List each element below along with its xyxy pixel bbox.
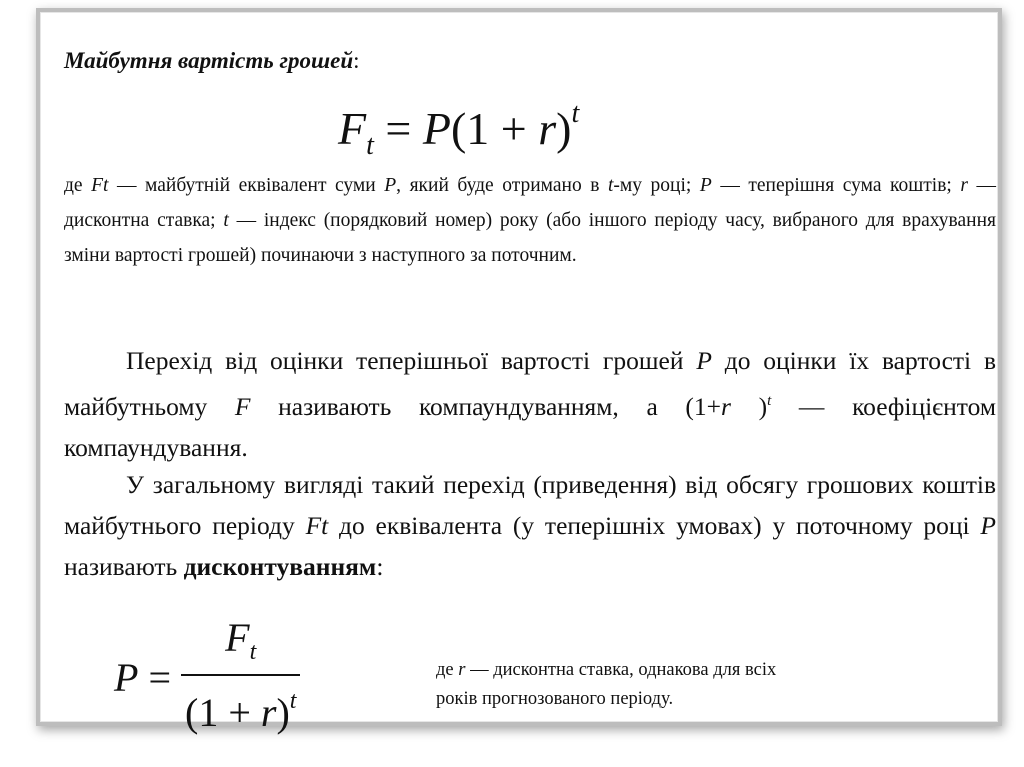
pv-num-sub-t: t <box>249 639 257 665</box>
p2-text-3: називають <box>64 552 184 581</box>
p2-var-P: P <box>980 511 996 540</box>
p1-text-2: до оцінки їх вартості в майбутньому <box>64 346 997 421</box>
pv-den-r: r <box>260 690 277 735</box>
p1-exp-t: t <box>767 393 772 409</box>
def-var-Ft: Ft <box>91 175 109 196</box>
pv-eq: = <box>148 654 171 700</box>
slide <box>36 8 1002 735</box>
def-text-2: — майбутній еквівалент суми <box>108 175 385 196</box>
definitions-paragraph <box>64 168 996 273</box>
compounding-paragraph <box>64 340 996 468</box>
p1-var-P: P <box>696 346 712 375</box>
formula-r: r <box>538 103 557 154</box>
p2-text-1: У загальному вигляді такий перехід (приведення) від обсягу грошових коштів майбутнього періоду <box>64 470 996 540</box>
p1-text-1: Перехід від оцінки теперішньої вартості грошей <box>126 346 697 375</box>
def-var-r: r <box>960 175 968 196</box>
def-text-4: -му році; <box>613 175 700 196</box>
pv-den-close: ) <box>276 690 290 735</box>
formula-open: (1 + <box>450 103 539 154</box>
note-text-2: — дисконтна ставка, однакова для всіх <box>465 660 777 680</box>
present-value-formula <box>114 616 300 738</box>
def-var-t1: t <box>608 175 614 196</box>
def-text-3: , який буде отримано в <box>396 175 608 196</box>
pv-num-F: F <box>225 615 250 660</box>
formula-eq: = <box>373 103 423 154</box>
pv-den-exp-t: t <box>289 688 297 714</box>
title-colon: : <box>353 48 360 73</box>
discount-rate-note <box>436 656 776 714</box>
formula-F: F <box>338 103 367 154</box>
p1-text-4: ) <box>730 392 768 421</box>
def-var-P1: P <box>384 175 397 196</box>
def-text-5: — теперішня сума коштів; <box>711 175 961 196</box>
formula-exp-t: t <box>571 98 580 129</box>
def-text-6: — дисконтна ставка; <box>64 175 997 231</box>
pv-denominator <box>181 676 300 738</box>
note-var-r: r <box>458 660 466 680</box>
future-value-formula <box>338 98 579 162</box>
formula-sub-t: t <box>366 130 374 161</box>
note-text-1: де <box>436 660 459 680</box>
note-line-2: років прогнозованого періоду. <box>436 689 674 709</box>
pv-fraction <box>181 616 300 738</box>
note-line-1 <box>436 656 776 685</box>
def-text-7: — індекс (порядковий номер) року (або іншого періоду часу, вибраного для врахування зміни вартості грошей) починаючи з наступного за поточним. <box>64 210 996 266</box>
slide-title <box>64 48 360 74</box>
p2-text-4: : <box>376 552 384 581</box>
def-var-t2: t <box>223 210 229 231</box>
formula-P: P <box>422 103 451 154</box>
discounting-paragraph <box>64 464 996 587</box>
def-text-1: де <box>64 175 92 196</box>
pv-lhs-P: P <box>114 654 139 700</box>
def-var-P2: P <box>699 175 712 196</box>
pv-numerator <box>205 616 276 674</box>
p1-text-3: називають компаундуванням, а (1+ <box>250 392 722 421</box>
title-text: Майбутня вартість грошей <box>64 48 354 73</box>
p2-term-discounting: дисконтуванням <box>183 552 377 581</box>
p2-text-2: до еквівалента (у теперішніх умовах) у поточному році <box>328 511 981 540</box>
p1-var-r: r <box>721 392 731 421</box>
p1-var-F: F <box>234 392 251 421</box>
p2-var-Ft: Ft <box>305 511 329 540</box>
formula-close: ) <box>556 103 572 154</box>
pv-den-open: (1 + <box>185 690 261 735</box>
p1-text-5: — коефіцієнтом компаундування. <box>64 392 996 462</box>
